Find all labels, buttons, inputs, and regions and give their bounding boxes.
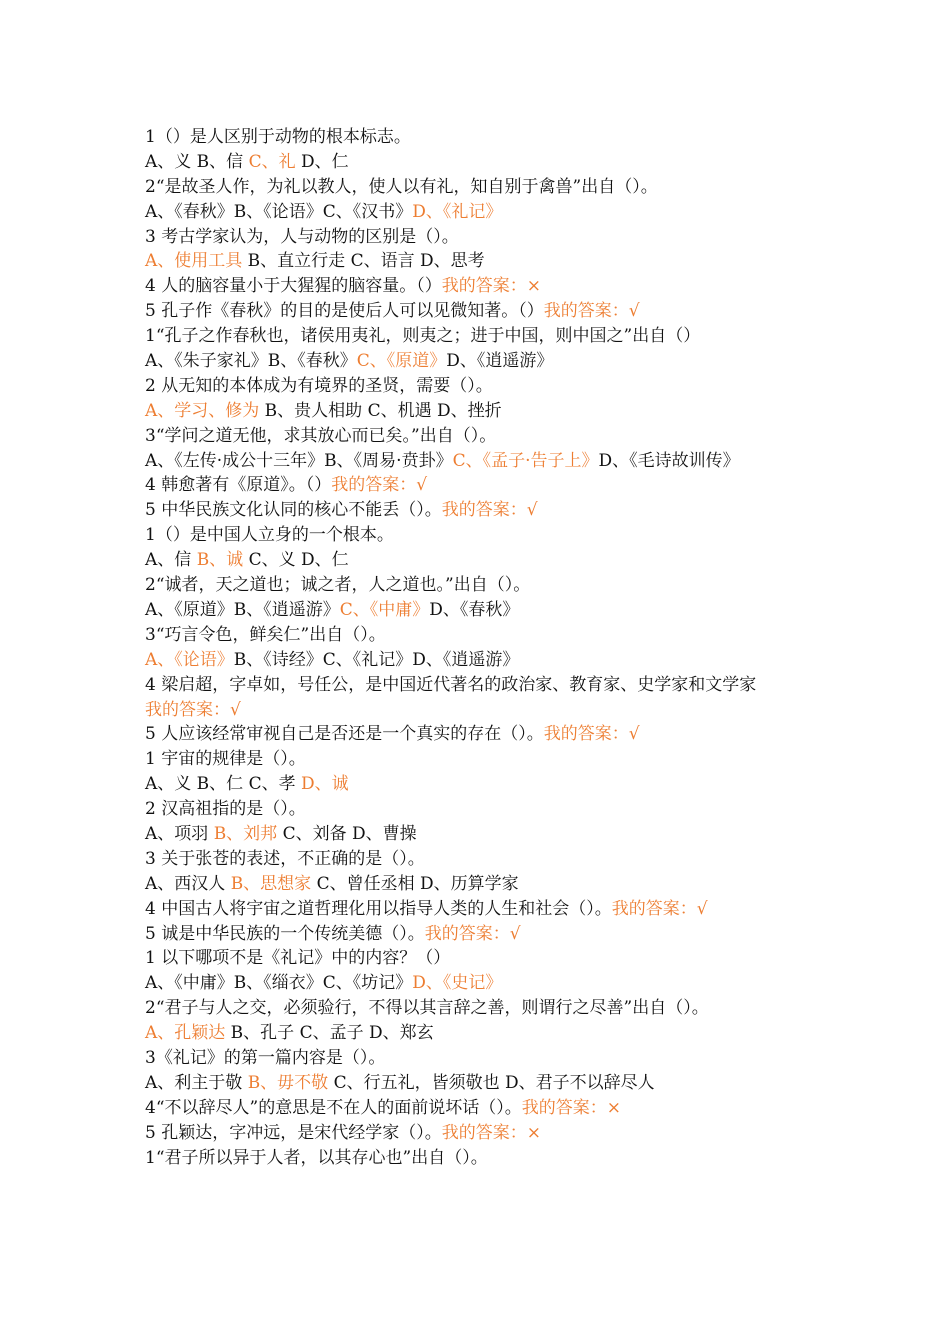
text-line (145, 772, 815, 797)
text-segment: 4 韩愈著有《原道》。（） (145, 475, 332, 496)
text-segment: D、《逍遥游》 (446, 351, 554, 372)
highlighted-answer: B、诚 (196, 550, 244, 571)
text-segment: 3“巧言令色，鲜矣仁”出自（）。 (145, 624, 386, 645)
highlighted-answer: C、《孟子·告子上》 (452, 450, 599, 471)
text-segment: 5 孔颖达，字冲远，是宋代经学家（）。 (145, 1122, 442, 1143)
text-segment: A、利主于敬 (145, 1072, 248, 1093)
highlighted-answer: 我的答案：× (441, 1122, 541, 1143)
text-line (145, 548, 815, 573)
highlighted-answer: 我的答案：√ (424, 923, 521, 944)
text-line (145, 1021, 815, 1046)
text-line (145, 1096, 815, 1121)
text-segment: 1（）是中国人立身的一个根本。 (145, 525, 394, 546)
text-segment: C、行五礼，皆须敬也 D、君子不以辞尽人 (328, 1072, 655, 1093)
highlighted-answer: B、毋不敬 (247, 1072, 329, 1093)
text-segment: 5 中华民族文化认同的核心不能丢（）。 (145, 500, 442, 521)
text-line (145, 1146, 815, 1171)
text-segment: A、《朱子家礼》B、《春秋》 (145, 351, 357, 372)
text-segment: 2 汉高祖指的是（）。 (145, 799, 306, 820)
text-line (145, 971, 815, 996)
text-segment: 1（）是人区别于动物的根本标志。 (145, 127, 411, 147)
highlighted-answer: D、《礼记》 (412, 201, 503, 222)
text-segment: D、《毛诗故训传》 (598, 450, 740, 471)
text-segment: C、义 D、仁 (243, 550, 349, 571)
text-segment: B、贵人相助 C、机遇 D、挫折 (259, 400, 502, 421)
text-segment: D、《春秋》 (429, 599, 520, 620)
highlighted-answer: 我的答案：× (441, 276, 541, 297)
text-segment: A、项羽 (145, 823, 214, 844)
highlighted-answer: C、《中庸》 (339, 599, 430, 620)
text-line (145, 1121, 815, 1146)
text-line (145, 225, 815, 250)
highlighted-answer: 我的答案：√ (543, 301, 640, 322)
highlighted-answer: 我的答案：√ (441, 500, 538, 521)
highlighted-answer: C、《原道》 (356, 351, 447, 372)
text-segment: A、《左传·成公十三年》B、《周易·贲卦》 (145, 450, 453, 471)
text-line (145, 946, 815, 971)
text-segment: B、《诗经》C、《礼记》D、《逍遥游》 (233, 649, 520, 670)
text-line (145, 299, 815, 324)
text-segment: 3《礼记》的第一篇内容是（）。 (145, 1047, 386, 1068)
highlighted-answer: 我的答案：√ (331, 475, 428, 496)
text-segment: 3 考古学家认为，人与动物的区别是（）。 (145, 226, 459, 247)
text-line (145, 175, 815, 200)
highlighted-answer: C、礼 (248, 151, 296, 172)
text-line (145, 722, 815, 747)
text-segment: 1“君子所以异于人者，以其存心也”出自（）。 (145, 1147, 488, 1168)
highlighted-answer: A、孔颖达 (145, 1023, 226, 1044)
text-line (145, 249, 815, 274)
text-line (145, 473, 815, 498)
text-segment: A、《原道》B、《逍遥游》 (145, 599, 340, 620)
text-line (145, 698, 815, 723)
text-segment: 2“是故圣人作，为礼以教人，使人以有礼，知自别于禽兽”出自（）。 (145, 176, 658, 197)
text-line (145, 150, 815, 175)
text-line (145, 523, 815, 548)
text-segment: 2“君子与人之交，必须验行，不得以其言辞之善，则谓行之尽善”出自（）。 (145, 998, 709, 1019)
text-segment: 1“孔子之作春秋也，诸侯用夷礼，则夷之；进于中国，则中国之”出自（） (145, 326, 701, 347)
highlighted-answer: 我的答案：√ (543, 724, 640, 745)
text-segment: B、直立行走 C、语言 D、思考 (242, 251, 485, 272)
text-line (145, 847, 815, 872)
text-line (145, 648, 815, 673)
text-segment: 2“诚者，天之道也；诚之者，人之道也。”出自（）。 (145, 575, 531, 596)
text-segment: A、西汉人 (145, 873, 231, 894)
text-segment: A、《春秋》B、《论语》C、《汉书》 (145, 201, 413, 222)
text-segment: A、《中庸》B、《缁衣》C、《坊记》 (145, 973, 413, 994)
text-line (145, 349, 815, 374)
text-segment: 5 孔子作《春秋》的目的是使后人可以见微知著。（） (145, 301, 544, 322)
highlighted-answer: A、《论语》 (145, 649, 234, 670)
highlighted-answer: A、学习、修为 (145, 400, 260, 421)
text-segment: 5 诚是中华民族的一个传统美德（）。 (145, 923, 425, 944)
highlighted-answer: 我的答案：√ (145, 699, 241, 720)
text-line (145, 125, 815, 150)
text-segment: C、刘备 D、曹操 (277, 823, 417, 844)
text-line (145, 623, 815, 648)
text-line (145, 573, 815, 598)
text-line (145, 498, 815, 523)
text-line (145, 872, 815, 897)
text-line (145, 797, 815, 822)
text-segment: A、义 B、信 (145, 151, 249, 172)
text-segment: 3“学问之道无他，求其放心而已矣。”出自（）。 (145, 425, 497, 446)
text-line (145, 922, 815, 947)
text-segment: 5 人应该经常审视自己是否还是一个真实的存在（）。 (145, 724, 544, 745)
text-line (145, 399, 815, 424)
text-segment: 1 宇宙的规律是（）。 (145, 749, 306, 770)
text-line (145, 274, 815, 299)
text-line (145, 747, 815, 772)
text-segment: C、曾任丞相 D、历算学家 (311, 873, 519, 894)
text-segment: D、仁 (295, 151, 349, 172)
text-segment: B、孔子 C、孟子 D、郑玄 (225, 1023, 434, 1044)
text-segment: 3 关于张苍的表述，不正确的是（）。 (145, 848, 425, 869)
text-segment: 4 中国古人将宇宙之道哲理化用以指导人类的人生和社会（）。 (145, 898, 612, 919)
text-line (145, 598, 815, 623)
text-segment: 1 以下哪项不是《礼记》中的内容？（） (145, 948, 451, 969)
text-line (145, 1046, 815, 1071)
text-line (145, 673, 815, 698)
text-line (145, 324, 815, 349)
text-segment: 4“不以辞尽人”的意思是不在人的面前说坏话（）。 (145, 1097, 522, 1118)
text-line (145, 200, 815, 225)
text-line (145, 1071, 815, 1096)
text-line (145, 822, 815, 847)
text-segment: A、信 (145, 550, 197, 571)
highlighted-answer: A、使用工具 (145, 251, 243, 272)
highlighted-answer: 我的答案：√ (611, 898, 708, 919)
highlighted-answer: B、思想家 (230, 873, 312, 894)
text-line (145, 374, 815, 399)
text-segment: A、义 B、仁 C、孝 (145, 774, 301, 795)
text-line (145, 996, 815, 1021)
text-segment: 4 人的脑容量小于大猩猩的脑容量。（） (145, 276, 442, 297)
highlighted-answer: D、《史记》 (412, 973, 503, 994)
text-line (145, 897, 815, 922)
text-line (145, 449, 815, 474)
text-segment: 2 从无知的本体成为有境界的圣贤，需要（）。 (145, 375, 493, 396)
highlighted-answer: B、刘邦 (213, 823, 278, 844)
highlighted-answer: 我的答案：× (521, 1097, 621, 1118)
question-list (145, 125, 815, 1170)
text-segment: 4 梁启超，字卓如，号任公，是中国近代著名的政治家、教育家、史学家和文学家 (145, 674, 757, 695)
text-line (145, 424, 815, 449)
highlighted-answer: D、诚 (301, 774, 349, 795)
